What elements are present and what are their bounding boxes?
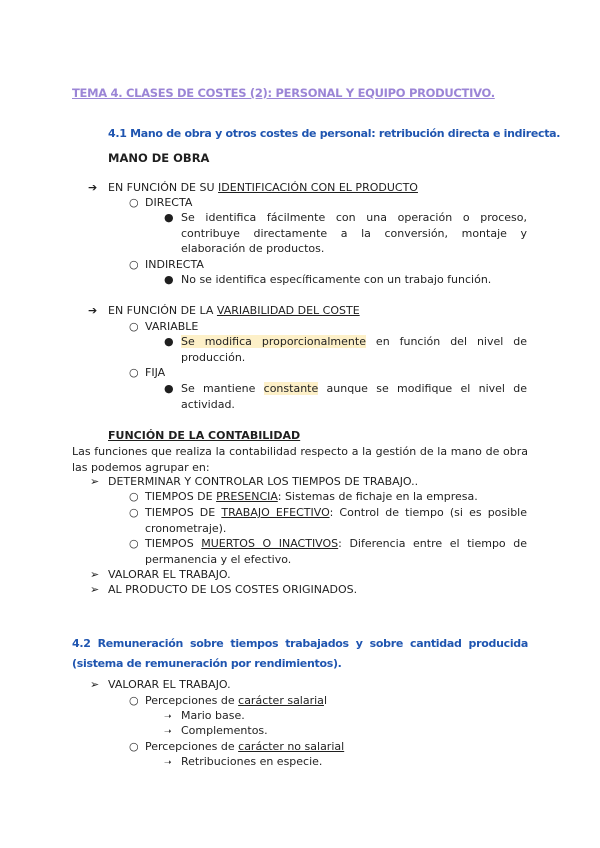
variable-description: Se modifica proporcionalmente en función del nivel de producción. (181, 335, 528, 364)
circle-bullet-icon: ○ (129, 694, 139, 707)
retribuciones-especie: Retribuciones en especie. (181, 755, 323, 768)
chevron-bullet-icon: ➢ (90, 475, 100, 488)
funcion-intro: Las funciones que realiza la contabilidad respecto a la gestión de la mano de obra las podemos agrupar en: (72, 445, 528, 474)
tiempo-presencia: TIEMPOS DE PRESENCIA: Sistemas de fichaje en la empresa. (145, 490, 478, 503)
circle-bullet-icon: ○ (129, 506, 139, 519)
directa-label: DIRECTA (145, 196, 193, 209)
list-item-variabilidad: EN FUNCIÓN DE LA VARIABILIDAD DEL COSTE (108, 304, 360, 317)
funcion-item-determinar: DETERMINAR Y CONTROLAR LOS TIEMPOS DE TRABAJO.. (108, 475, 419, 488)
valorar-trabajo: VALORAR EL TRABAJO. (108, 678, 231, 691)
mano-de-obra-heading: MANO DE OBRA (108, 151, 210, 165)
arrow-bullet-icon: ➔ (88, 304, 98, 317)
section-heading-4-2: 4.2 Remuneración sobre tiempos trabajados y sobre cantidad producida (sistema de remuneración por rendimientos). (72, 637, 528, 670)
circle-bullet-icon: ○ (129, 740, 139, 753)
circle-bullet-icon: ○ (129, 320, 139, 333)
arrow-bullet-icon: ➔ (88, 181, 98, 194)
section-heading-4-1: 4.1 Mano de obra y otros costes de personal: retribución directa e indirecta. (108, 127, 561, 140)
percepciones-salarial: Percepciones de carácter salarial (145, 694, 327, 707)
complementos: Complementos. (181, 724, 268, 737)
dot-bullet-icon: ● (164, 211, 174, 224)
indirecta-description: No se identifica específicamente con un trabajo función. (181, 273, 492, 286)
page-title: TEMA 4. CLASES DE COSTES (2): PERSONAL Y EQUIPO PRODUCTIVO. (72, 86, 495, 100)
tiempo-muertos: TIEMPOS MUERTOS O INACTIVOS: Diferencia entre el tiempo de permanencia y el efectivo. (145, 537, 527, 566)
dot-bullet-icon: ● (164, 382, 174, 395)
circle-bullet-icon: ○ (129, 366, 139, 379)
tiempo-trabajo-efectivo: TIEMPOS DE TRABAJO EFECTIVO: Control de tiempo (si es posible cronometraje). (145, 506, 527, 535)
mario-base: Mario base. (181, 709, 245, 722)
fija-label: FIJA (145, 366, 166, 379)
funcion-item-valorar: VALORAR EL TRABAJO. (108, 568, 231, 581)
funcion-item-producto: AL PRODUCTO DE LOS COSTES ORIGINADOS. (108, 583, 358, 596)
circle-bullet-icon: ○ (129, 258, 139, 271)
fija-description: Se mantiene constante aunque se modifique el nivel de actividad. (181, 382, 528, 411)
dot-bullet-icon: ● (164, 273, 174, 286)
percepciones-no-salarial: Percepciones de carácter no salarial (145, 740, 345, 753)
chevron-bullet-icon: ➢ (90, 583, 100, 596)
indirecta-label: INDIRECTA (145, 258, 204, 271)
small-arrow-icon: ➝ (164, 712, 172, 722)
funcion-contabilidad-heading: FUNCIÓN DE LA CONTABILIDAD (108, 429, 301, 442)
small-arrow-icon: ➝ (164, 758, 172, 768)
chevron-bullet-icon: ➢ (90, 568, 100, 581)
chevron-bullet-icon: ➢ (90, 678, 100, 691)
circle-bullet-icon: ○ (129, 490, 139, 503)
small-arrow-icon: ➝ (164, 727, 172, 737)
variable-label: VARIABLE (145, 320, 199, 333)
directa-description: Se identifica fácilmente con una operación o proceso, contribuye directamente a la conversión, montaje y elaboración de productos. (181, 211, 527, 255)
dot-bullet-icon: ● (164, 335, 174, 348)
circle-bullet-icon: ○ (129, 537, 139, 550)
list-item-identificacion: EN FUNCIÓN DE SU IDENTIFICACIÓN CON EL PRODUCTO (108, 181, 418, 194)
circle-bullet-icon: ○ (129, 196, 139, 209)
